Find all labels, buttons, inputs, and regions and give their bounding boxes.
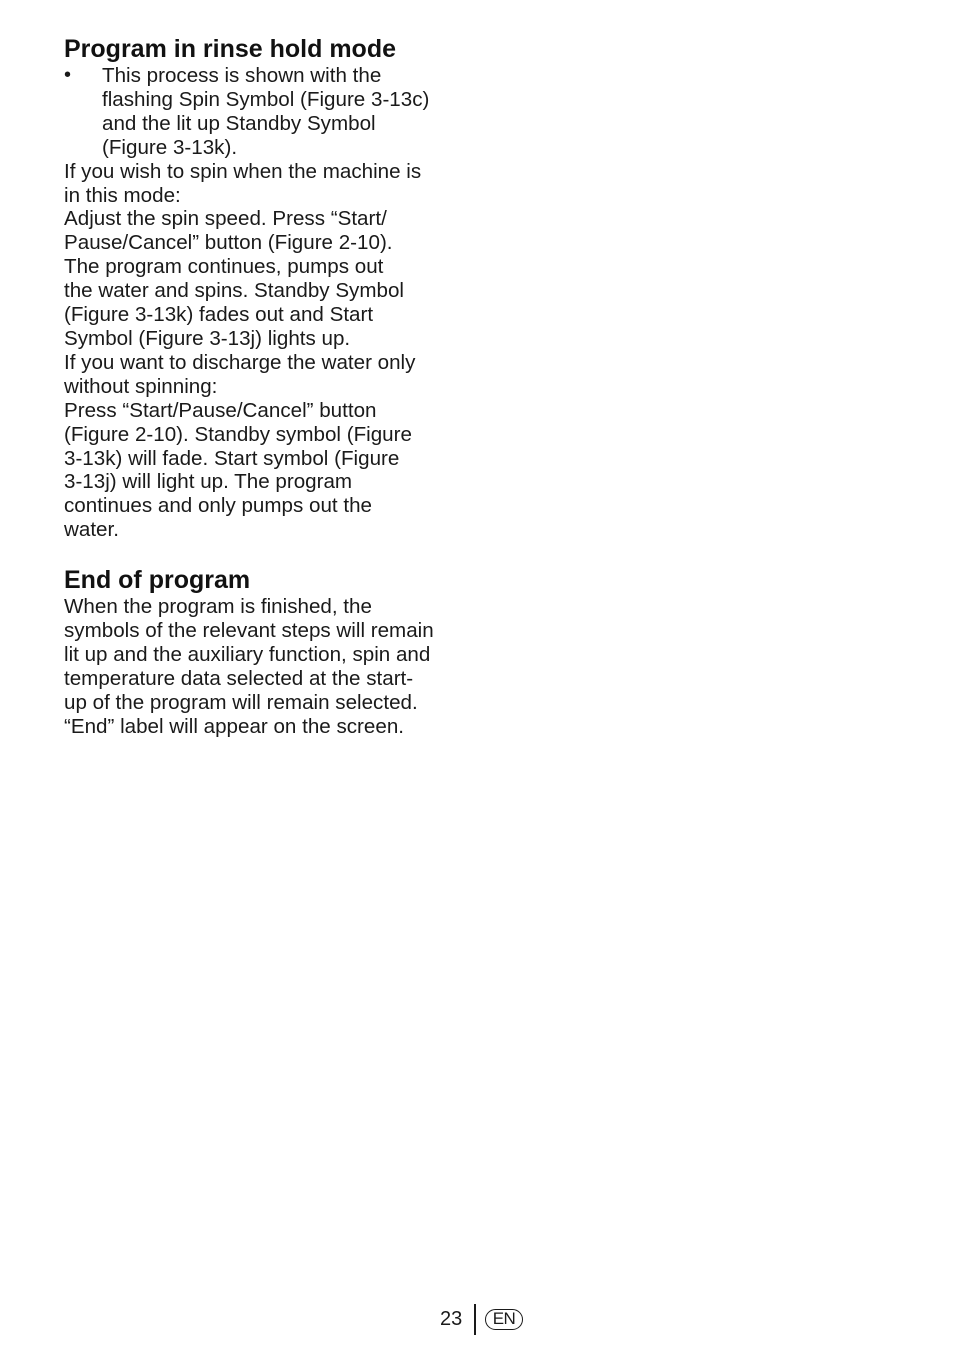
text-line: Press “Start/Pause/Cancel” button <box>64 398 377 422</box>
text-line: When the program is finished, the <box>64 595 372 619</box>
text-line: This process is shown with the <box>102 64 382 87</box>
main-column <box>64 34 474 739</box>
bullet-item <box>64 64 474 160</box>
text-line: “End” label will appear on the screen. <box>64 714 404 738</box>
text-line: continues and only pumps out the <box>64 494 372 518</box>
footer-divider <box>474 1304 476 1335</box>
page-footer <box>440 1303 523 1335</box>
text-line: If you want to discharge the water only <box>64 350 416 374</box>
text-line: The program continues, pumps out <box>64 255 384 279</box>
text-line: 3-13j) will light up. The program <box>64 470 353 494</box>
text-line: Pause/Cancel” button (Figure 2-10). <box>64 231 393 255</box>
text-line: (Figure 3-13k) fades out and Start <box>64 303 374 327</box>
text-line: water. <box>64 518 119 542</box>
text-line: (Figure 2-10). Standby symbol (Figure <box>64 422 412 446</box>
language-badge: EN <box>485 1309 523 1330</box>
bullet-icon: • <box>64 64 72 86</box>
section-title-rinse-hold: Program in rinse hold mode <box>64 35 396 63</box>
text-line: and the lit up Standby Symbol <box>102 111 376 135</box>
text-line: up of the program will remain selected. <box>64 690 418 714</box>
text-line: flashing Spin Symbol (Figure 3-13c) <box>102 87 430 111</box>
text-line: 3-13k) will fade. Start symbol (Figure <box>64 446 400 470</box>
text-line: Symbol (Figure 3-13j) lights up. <box>64 326 351 350</box>
text-line: (Figure 3-13k). <box>102 135 238 159</box>
section-spacer <box>64 542 474 565</box>
section2-body <box>64 595 474 738</box>
section-title-end-of-program: End of program <box>64 566 251 595</box>
text-line: temperature data selected at the start- <box>64 666 414 690</box>
page-number: 23 <box>440 1307 463 1330</box>
text-line: in this mode: <box>64 183 181 207</box>
bullet-text <box>64 64 474 160</box>
section1-body <box>64 160 474 543</box>
text-line: Adjust the spin speed. Press “Start/ <box>64 207 387 231</box>
text-line: lit up and the auxiliary function, spin and <box>64 642 431 666</box>
text-line: without spinning: <box>64 374 218 398</box>
text-line: symbols of the relevant steps will remain <box>64 619 434 643</box>
text-line: the water and spins. Standby Symbol <box>64 279 404 303</box>
text-line: If you wish to spin when the machine is <box>64 159 422 183</box>
